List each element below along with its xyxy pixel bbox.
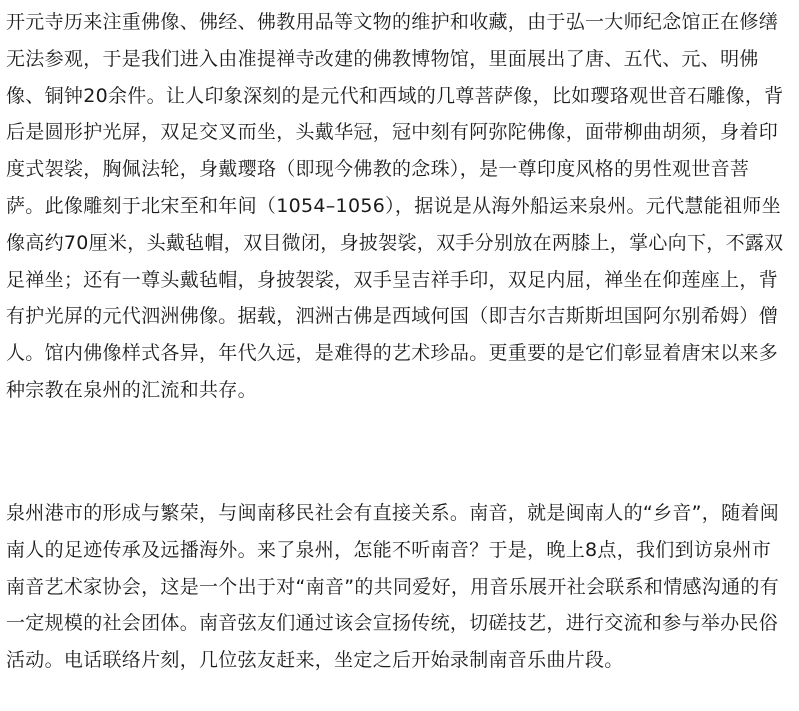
text-line: 有护光屏的元代泗洲佛像。据载，泗洲古佛是西域何国（即吉尔吉斯斯坦国阿尔别希姆）僧 (6, 305, 779, 328)
text-line: 一定规模的社会团体。南音弦友们通过该会宣扬传统，切磋技艺，进行交流和参与举办民俗 (6, 612, 779, 635)
text-line: 活动。电话联络片刻，几位弦友赶来，坐定之后开始录制南音乐曲片段。 (6, 649, 624, 672)
text-line: 南音艺术家协会，这是一个出于对“南音”的共同爱好，用音乐展开社会联系和情感沟通的有 (6, 575, 779, 598)
text-line: 足禅坐；还有一尊头戴毡帽，身披袈裟，双手呈吉祥手印，双足内屈，禅坐在仰莲座上，背 (6, 268, 779, 291)
text-line: 像高约70厘米，头戴毡帽，双目微闭，身披袈裟，双手分别放在两膝上，掌心向下，不露双 (6, 231, 784, 254)
text-line: 泉州港市的形成与繁荣，与闽南移民社会有直接关系。南音，就是闽南人的“乡音”，随着闽 (6, 502, 779, 524)
paragraph-buddhist-museum (6, 4, 783, 409)
text-line: 萨。此像雕刻于北宋至和年间（1054–1056），据说是从海外船运来泉州。元代慧能祖师坐 (6, 194, 781, 217)
text-line: 像、铜钟20余件。让人印象深刻的是元代和西域的几尊菩萨像，比如璎珞观世音石雕像，背 (6, 84, 784, 107)
text-line: 度式袈裟，胸佩法轮，身戴璎珞（即现今佛教的念珠），是一尊印度风格的男性观世音菩 (6, 158, 750, 181)
text-line: 南人的足迹传承及远播海外。来了泉州，怎能不听南音？于是，晚上8点，我们到访泉州市 (6, 538, 772, 561)
paragraph-nanyin (6, 495, 779, 679)
text-line: 种宗教在泉州的汇流和共存。 (6, 378, 257, 401)
text-line: 开元寺历来注重佛像、佛经、佛教用品等文物的维护和收藏，由于弘一大师纪念馆正在修缮 (6, 11, 779, 33)
text-line: 人。馆内佛像样式各异，年代久远，是难得的艺术珍品。更重要的是它们彰显着唐宋以来多 (6, 342, 779, 365)
text-line: 后是圆形护光屏，双足交叉而坐，头戴华冠，冠中刻有阿弥陀佛像，面带柳曲胡须，身着印 (6, 121, 779, 144)
text-line: 无法参观，于是我们进入由准提禅寺改建的佛教博物馆，里面展出了唐、五代、元、明佛 (6, 47, 759, 70)
